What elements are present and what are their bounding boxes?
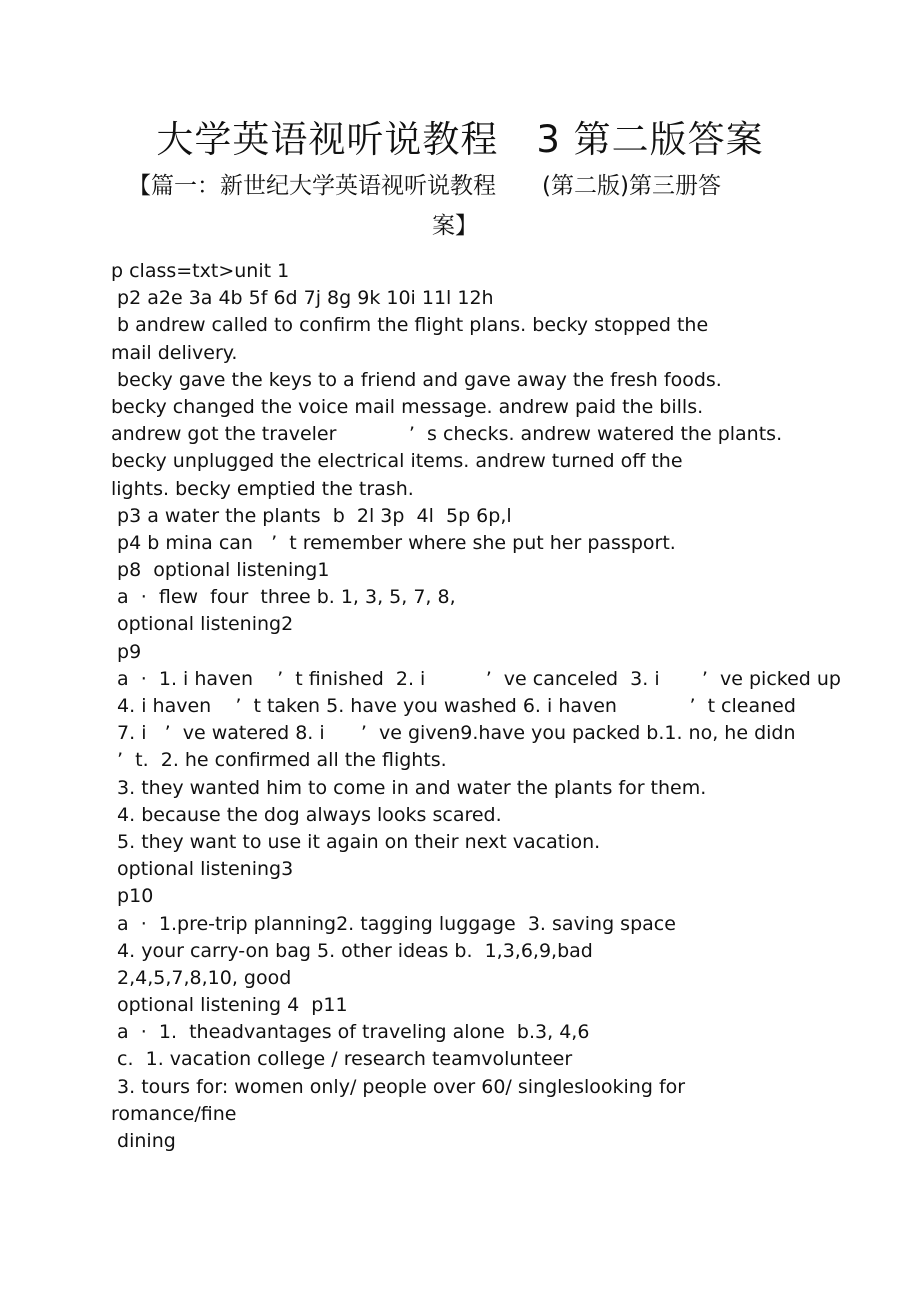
document-subtitle	[128, 166, 788, 246]
text-line: mail delivery.	[111, 341, 238, 364]
text-line: 4. your carry-on bag 5. other ideas b. 1,3,6,9,bad	[111, 939, 593, 962]
text-line: p2 a2e 3a 4b 5f 6d 7j 8g 9k 10i 11l 12h	[111, 287, 494, 310]
text-line: 3. they wanted him to come in and water the plants for them.	[111, 776, 707, 799]
text-line: p4 b mina can ’ t remember where she put her passport.	[111, 531, 676, 554]
text-line: optional listening2	[111, 613, 294, 636]
text-line: becky changed the voice mail message. andrew paid the bills.	[111, 395, 704, 418]
document-title: 大学英语视听说教程 3 第二版答案	[156, 118, 764, 161]
text-line: 4. i haven ’ t taken 5. have you washed 6. i haven ’ t cleaned	[111, 695, 796, 717]
text-line: optional listening3	[111, 858, 294, 881]
text-line: p8 optional listening1	[111, 559, 330, 582]
text-line: 3. tours for: women only/ people over 60/ singleslooking for	[111, 1075, 686, 1098]
text-line: a · 1. i haven ’ t finished 2. i ’ ve canceled 3. i ’ ve picked up	[111, 667, 841, 690]
text-line: dining	[111, 1130, 176, 1152]
answer-body	[111, 258, 901, 1155]
text-line: becky unplugged the electrical items. andrew turned off the	[111, 450, 683, 473]
text-line: p9	[111, 640, 142, 663]
subtitle-line-1: 【篇一：新世纪大学英语视听说教程 (第二版)第三册答	[128, 173, 721, 199]
text-line: c. 1. vacation college / research teamvolunteer	[111, 1048, 573, 1071]
text-line: 4. because the dog always looks scared.	[111, 803, 502, 826]
text-line: lights. becky emptied the trash.	[111, 477, 414, 500]
subtitle-line-2: 案】	[432, 213, 478, 239]
text-line: a · 1. theadvantages of traveling alone b.3, 4,6	[111, 1021, 590, 1044]
text-line: becky gave the keys to a friend and gave away the fresh foods.	[111, 368, 722, 391]
text-line: p3 a water the plants b 2l 3p 4l 5p 6p,l	[111, 504, 512, 527]
text-line: andrew got the traveler ’ s checks. andrew watered the plants.	[111, 423, 783, 446]
text-line: romance/fine	[111, 1102, 237, 1125]
text-line: optional listening 4 p11	[111, 994, 348, 1017]
text-line: a · flew four three b. 1, 3, 5, 7, 8,	[111, 586, 456, 609]
text-line: 5. they want to use it again on their next vacation.	[111, 830, 601, 853]
text-line: b andrew called to confirm the flight plans. becky stopped the	[111, 314, 709, 337]
text-line: 7. i ’ ve watered 8. i ’ ve given9.have you packed b.1. no, he didn	[111, 722, 796, 745]
text-line: 2,4,5,7,8,10, good	[111, 966, 292, 989]
text-line: p10	[111, 885, 154, 908]
text-line: ’ t. 2. he confirmed all the flights.	[111, 749, 447, 772]
text-line: a · 1.pre-trip planning2. tagging luggage 3. saving space	[111, 912, 676, 935]
text-line: p class=txt>unit 1	[111, 260, 290, 282]
